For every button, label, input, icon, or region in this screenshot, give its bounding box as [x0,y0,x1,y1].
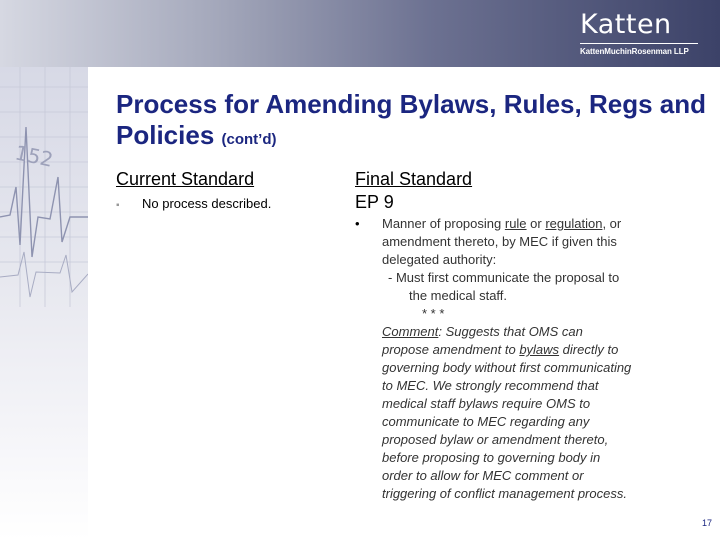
comment-line: before proposing to governing body in [382,450,601,465]
comment-label: Comment [382,324,439,339]
final-standard-ep-label: EP 9 [355,192,394,212]
decorative-ecg-image [0,67,88,540]
logo-name: Katten [580,9,672,40]
body-line: amendment thereto, by MEC if given this [382,234,617,249]
comment-line: medical staff bylaws require OMS to [382,396,591,411]
final-standard-heading: Final Standard [355,169,473,189]
page-number: 17 [701,518,712,528]
comment-line: Comment: Suggests that OMS can [382,324,583,339]
body-line: Manner of proposing rule or regulation, or [382,216,622,231]
regulation-underlined: regulation [545,216,603,231]
sub-bullet-line: the medical staff. [409,288,508,303]
comment-line: order to allow for MEC comment or [382,468,584,483]
logo-divider [580,43,698,44]
current-standard-text: No process described. [142,196,272,211]
sub-bullet-line: - Must first communicate the proposal to [388,270,620,285]
logo-firm-name: KattenMuchinRosenman LLP [580,47,689,56]
comment-line: triggering of conflict management process. [382,486,627,501]
slide-title-main: Process for Amending Bylaws, Rules, Regs and Policies [116,89,706,150]
comment-line: communicate to MEC regarding any [382,414,590,429]
comment-line: propose amendment to bylaws directly to [382,342,619,357]
header-band [0,0,720,67]
final-standard-bullet-icon: • [355,216,360,231]
final-standard-body [382,215,682,503]
body-line: delegated authority: [382,252,497,267]
current-standard-bullet-icon: ▪ [116,200,120,211]
slide-title-suffix: (cont’d) [221,131,277,148]
svg-text:152: 152 [12,140,56,172]
slide-title [116,89,706,155]
current-standard-heading: Current Standard [116,169,255,189]
comment-line: to MEC. We strongly recommend that [382,378,599,393]
rule-underlined: rule [504,216,527,231]
comment-line: governing body without first communicating [382,360,632,375]
comment-line: proposed bylaw or amendment thereto, [382,432,609,447]
separator-stars: * * * [422,306,445,321]
bylaws-underlined: bylaws [519,342,560,357]
katten-logo [580,8,698,56]
